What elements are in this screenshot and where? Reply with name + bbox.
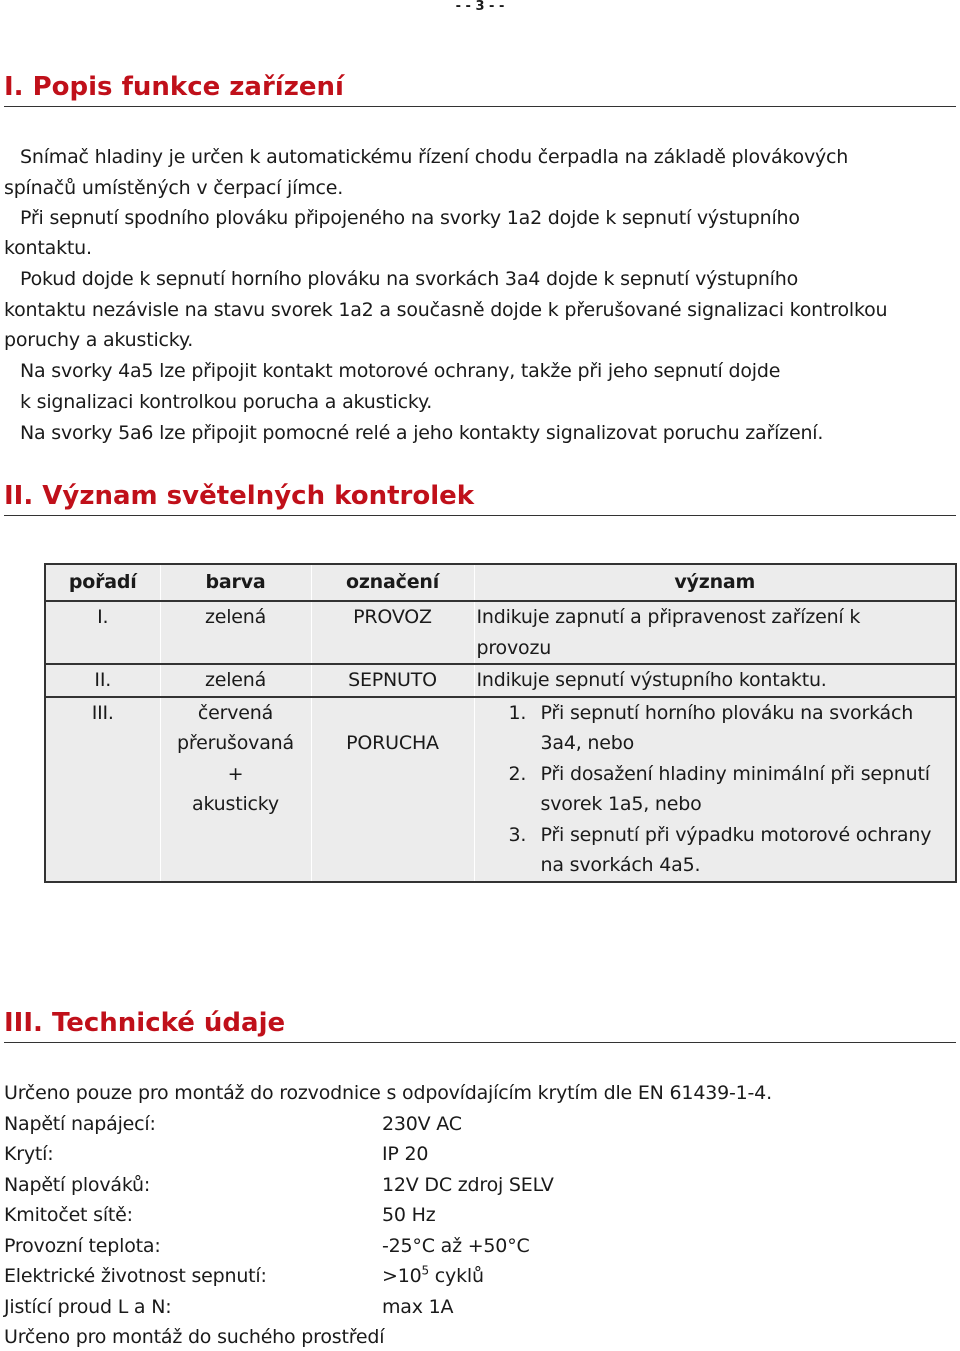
spec-intro: Určeno pouze pro montáž do rozvodnice s odpovídajícím krytím dle EN 61439-1-4. <box>4 1082 772 1104</box>
cell-order: I. <box>45 601 160 664</box>
meaning-list <box>477 698 952 881</box>
body-line: kontaktu nezávisle na stavu svorek 1a2 a současně dojde k přerušované signalizaci kontrolkou <box>4 299 888 321</box>
spec-footer: Určeno pro montáž do suchého prostředí <box>4 1326 385 1348</box>
cell-color <box>160 697 311 882</box>
spec-label: Provozní teplota: <box>4 1235 161 1257</box>
body-line: Snímač hladiny je určen k automatickému řízení chodu čerpadla na základě plovákových <box>20 146 849 168</box>
cell-order: II. <box>45 664 160 697</box>
spec-row <box>4 1113 462 1135</box>
spec-label: Napětí napájecí: <box>4 1113 156 1135</box>
spec-label: Krytí: <box>4 1143 54 1165</box>
spec-row <box>4 1204 436 1226</box>
cell-meaning: Indikuje sepnutí výstupního kontaktu. <box>474 664 956 697</box>
spec-row <box>4 1143 429 1165</box>
spec-label: Kmitočet sítě: <box>4 1204 133 1226</box>
body-line: Na svorky 5a6 lze připojit pomocné relé a jeho kontakty signalizovat poruchu zařízení. <box>20 422 824 444</box>
cell-label: PROVOZ <box>311 601 474 664</box>
body-line: Na svorky 4a5 lze připojit kontakt motorové ochrany, takže při jeho sepnutí dojde <box>20 360 781 382</box>
spec-row <box>4 1263 484 1287</box>
body-line: poruchy a akusticky. <box>4 329 194 351</box>
cell-meaning: Indikuje zapnutí a připravenost zařízení k provozu <box>474 601 956 664</box>
body-line: Při sepnutí spodního plováku připojeného na svorky 1a2 dojde k sepnutí výstupního <box>20 207 800 229</box>
spec-row <box>4 1235 530 1257</box>
spec-value: -25°C až +50°C <box>382 1235 530 1257</box>
color-line: akusticky <box>192 793 279 815</box>
cell-color: zelená <box>160 601 311 664</box>
color-line: přerušovaná <box>177 732 294 754</box>
cell-meaning <box>474 697 956 882</box>
body-line: kontaktu. <box>4 237 92 259</box>
spec-value: 12V DC zdroj SELV <box>382 1174 554 1196</box>
page-number: - - 3 - - <box>455 0 505 14</box>
body-line: k signalizaci kontrolkou porucha a akusticky. <box>20 391 433 413</box>
col-header-order: pořadí <box>45 564 160 601</box>
cell-order: III. <box>45 697 160 882</box>
table-row <box>45 601 956 664</box>
section-title-technical: III. Technické údaje <box>4 1008 956 1043</box>
body-line: Pokud dojde k sepnutí horního plováku na svorkách 3a4 dojde k sepnutí výstupního <box>20 268 799 290</box>
color-line: červená <box>197 701 274 724</box>
spec-value: 50 Hz <box>382 1204 436 1226</box>
col-header-label: označení <box>311 564 474 601</box>
color-line: + <box>227 762 244 785</box>
spec-row <box>4 1174 554 1196</box>
spec-value: max 1A <box>382 1296 454 1318</box>
list-item: 3. Při sepnutí při výpadku motorové ochrany na svorkách 4a5. <box>508 823 932 876</box>
spec-value: $>10^5$ cyklů <box>382 1263 484 1287</box>
section-title-description: I. Popis funkce zařízení <box>4 72 956 107</box>
spec-value: IP 20 <box>382 1143 429 1165</box>
table-row <box>45 697 956 882</box>
spec-label: Napětí plováků: <box>4 1174 151 1196</box>
col-header-color: barva <box>160 564 311 601</box>
cell-label: SEPNUTO <box>311 664 474 697</box>
list-item: 1. Při sepnutí horního plováku na svorkách 3a4, nebo <box>508 701 914 754</box>
cell-label: PORUCHA <box>311 697 474 882</box>
section-title-indicators: II. Význam světelných kontrolek <box>4 481 956 516</box>
spec-row <box>4 1296 454 1318</box>
table-header-row <box>45 564 956 601</box>
indicator-table <box>44 563 957 883</box>
cell-color: zelená <box>160 664 311 697</box>
body-line: spínačů umístěných v čerpací jímce. <box>4 177 344 199</box>
table-row <box>45 664 956 697</box>
list-item: 2. Při dosažení hladiny minimální při sepnutí svorek 1a5, nebo <box>508 762 930 815</box>
spec-label: Elektrické životnost sepnutí: <box>4 1265 267 1287</box>
spec-label: Jistící proud L a N: <box>4 1296 172 1318</box>
spec-value: 230V AC <box>382 1113 462 1135</box>
col-header-meaning: význam <box>474 564 956 601</box>
